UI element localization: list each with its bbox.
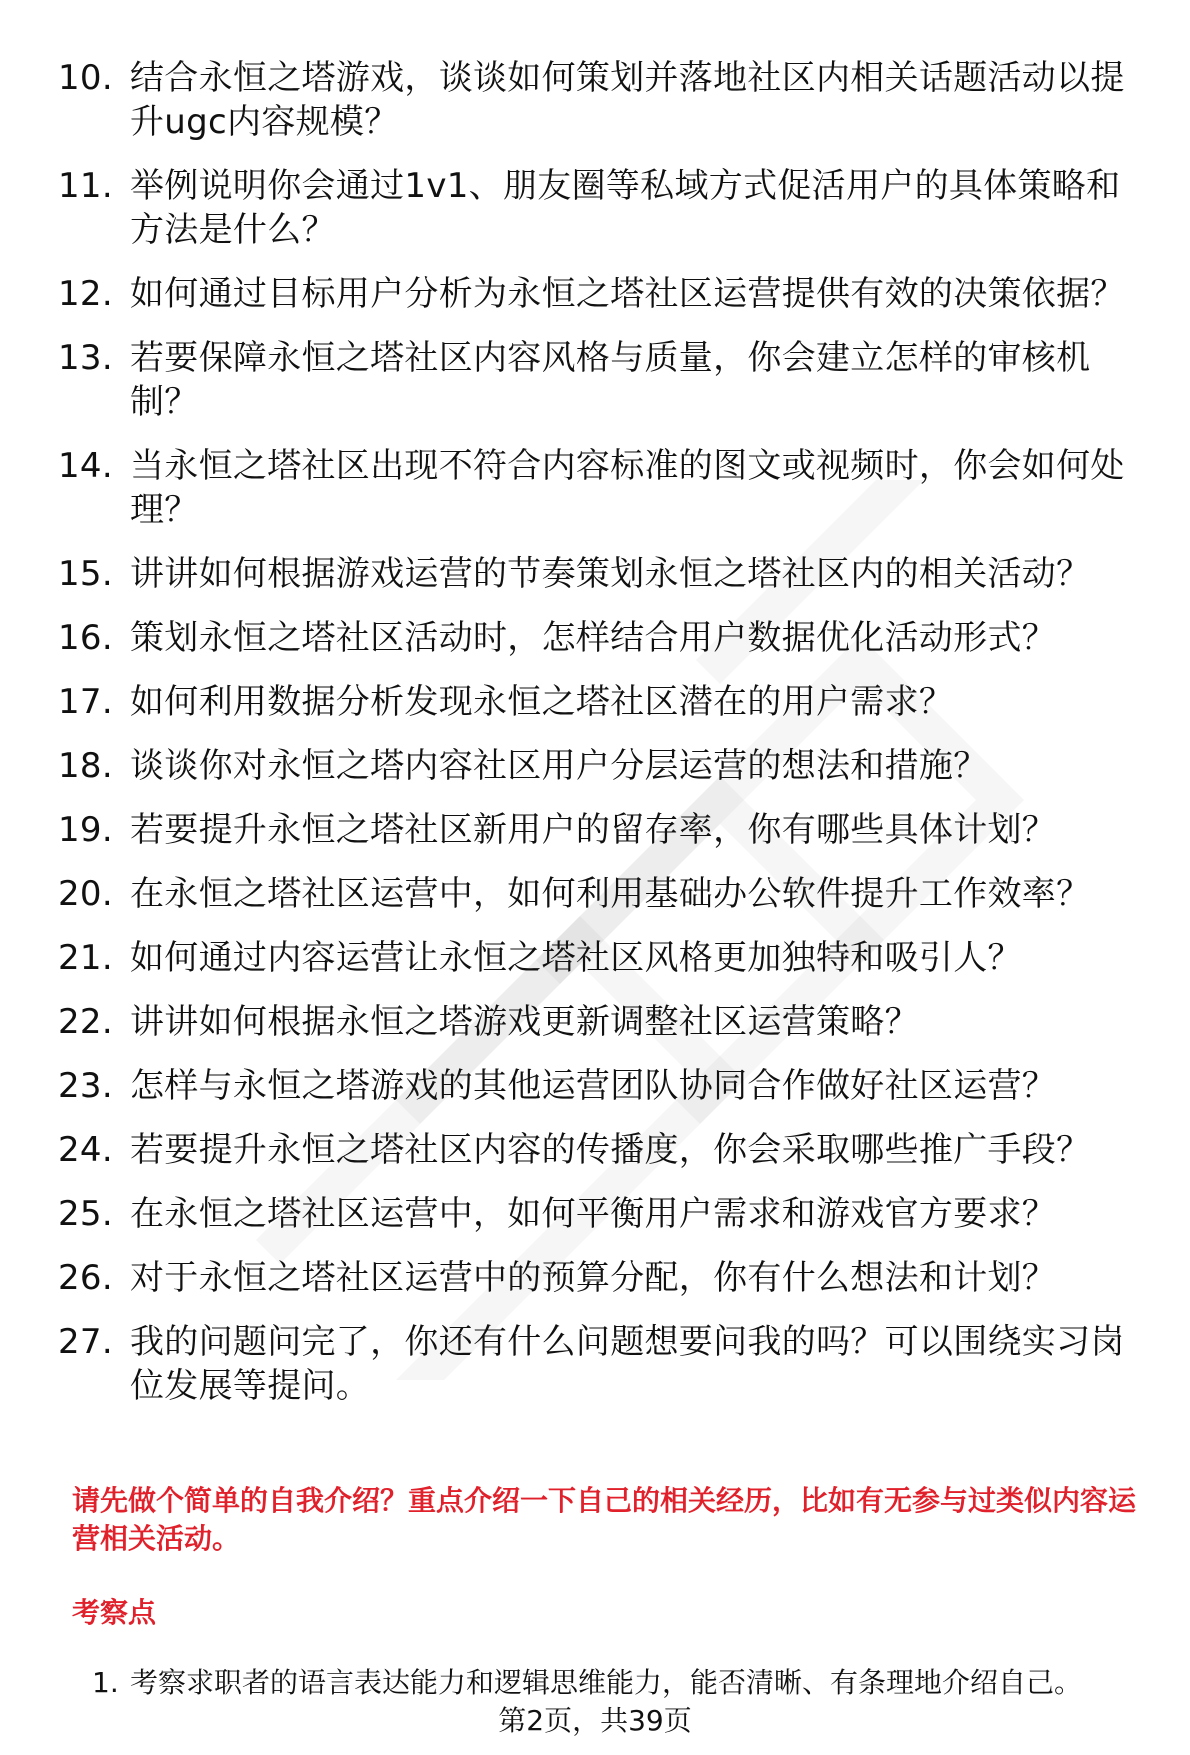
question-item (0, 1320, 1190, 1408)
question-item (0, 744, 1190, 788)
question-text: 对于永恒之塔社区运营中的预算分配，你有什么想法和计划？ (130, 1258, 1057, 1298)
question-text: 怎样与永恒之塔游戏的其他运营团队协同合作做好社区运营？ (130, 1066, 1057, 1106)
question-text: 在永恒之塔社区运营中，如何利用基础办公软件提升工作效率？ (130, 874, 1091, 914)
question-item (0, 872, 1190, 916)
question-text: 若要提升永恒之塔社区新用户的留存率，你有哪些具体计划？ (130, 810, 1057, 850)
question-number: 19. (58, 810, 113, 850)
question-number: 23. (58, 1066, 113, 1106)
question-number: 15. (58, 554, 113, 594)
assessment-point-text: 考察求职者的语言表达能力和逻辑思维能力，能否清晰、有条理地介绍自己。 (130, 1666, 1083, 1699)
question-item (0, 808, 1190, 852)
question-text: 讲讲如何根据永恒之塔游戏更新调整社区运营策略？ (130, 1002, 919, 1042)
question-item (0, 1064, 1190, 1108)
question-number: 26. (58, 1258, 113, 1298)
question-item (0, 1128, 1190, 1172)
question-number: 17. (58, 682, 113, 722)
question-number: 24. (58, 1130, 113, 1170)
question-item (0, 56, 1190, 144)
question-text: 如何利用数据分析发现永恒之塔社区潜在的用户需求？ (130, 682, 954, 722)
assessment-point-number: 1. (92, 1666, 119, 1699)
question-text: 若要提升永恒之塔社区内容的传播度，你会采取哪些推广手段？ (130, 1130, 1091, 1170)
question-text: 举例说明你会通过1v1、朋友圈等私域方式促活用户的具体策略和方法是什么？ (130, 166, 1121, 250)
question-item (0, 552, 1190, 596)
question-number: 27. (58, 1322, 113, 1362)
question-text: 谈谈你对永恒之塔内容社区用户分层运营的想法和措施？ (130, 746, 988, 786)
question-number: 11. (58, 166, 113, 206)
question-number: 25. (58, 1194, 113, 1234)
question-number: 20. (58, 874, 113, 914)
question-text: 在永恒之塔社区运营中，如何平衡用户需求和游戏官方要求？ (130, 1194, 1057, 1234)
question-item (0, 1000, 1190, 1044)
question-text: 当永恒之塔社区出现不符合内容标准的图文或视频时，你会如何处理？ (130, 446, 1125, 530)
question-text: 若要保障永恒之塔社区内容风格与质量，你会建立怎样的审核机制？ (130, 338, 1091, 422)
question-item (0, 936, 1190, 980)
question-item (0, 444, 1190, 532)
question-number: 12. (58, 274, 113, 314)
question-item (0, 1192, 1190, 1236)
highlight-question: 请先做个简单的自我介绍？重点介绍一下自己的相关经历，比如有无参与过类似内容运营相关活动。 (72, 1484, 1137, 1555)
question-number: 10. (58, 58, 113, 98)
question-item (0, 616, 1190, 660)
question-item (0, 164, 1190, 252)
question-number: 14. (58, 446, 113, 486)
question-number: 22. (58, 1002, 113, 1042)
question-text: 策划永恒之塔社区活动时，怎样结合用户数据优化活动形式？ (130, 618, 1057, 658)
question-text: 如何通过内容运营让永恒之塔社区风格更加独特和吸引人？ (130, 938, 1022, 978)
question-number: 21. (58, 938, 113, 978)
page-footer: 第2页，共39页 (498, 1704, 692, 1737)
question-text: 如何通过目标用户分析为永恒之塔社区运营提供有效的决策依据？ (130, 274, 1125, 314)
question-number: 13. (58, 338, 113, 378)
question-item (0, 336, 1190, 424)
question-number: 18. (58, 746, 113, 786)
question-item (0, 272, 1190, 316)
question-item (0, 1256, 1190, 1300)
question-list (0, 56, 1190, 1428)
question-text: 讲讲如何根据游戏运营的节奏策划永恒之塔社区内的相关活动？ (130, 554, 1091, 594)
question-text: 结合永恒之塔游戏，谈谈如何策划并落地社区内相关话题活动以提升ugc内容规模？ (130, 58, 1125, 142)
question-number: 16. (58, 618, 113, 658)
assessment-point-item (0, 1664, 1190, 1702)
assessment-point-list (0, 1664, 1190, 1702)
question-text: 我的问题问完了，你还有什么问题想要问我的吗？可以围绕实习岗位发展等提问。 (130, 1322, 1125, 1406)
question-item (0, 680, 1190, 724)
section-label-assessment-points: 考察点 (72, 1596, 157, 1629)
